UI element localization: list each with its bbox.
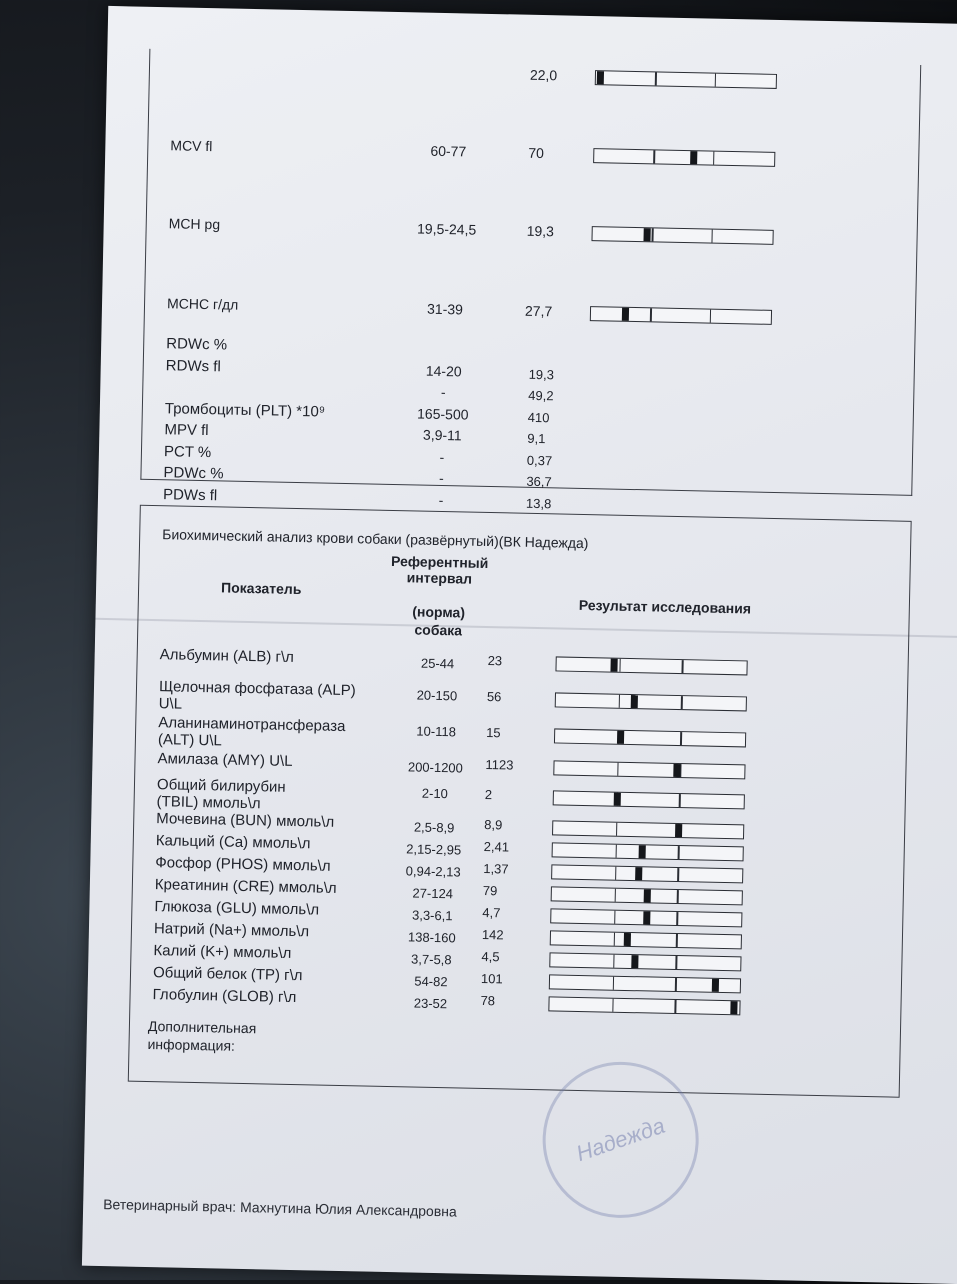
reference-range: - — [439, 448, 445, 465]
test-name: Калий (K+) ммоль\л — [153, 942, 292, 962]
result-bar — [549, 974, 741, 993]
stamp-text: Надежда — [573, 1112, 668, 1167]
reference-range: 2,5-8,9 — [413, 819, 455, 836]
reference-range: 2-10 — [421, 785, 449, 802]
bar-divider — [715, 74, 716, 87]
bar-divider — [710, 310, 711, 323]
test-value: 4,5 — [481, 948, 500, 965]
bar-divider — [612, 977, 613, 990]
result-marker — [617, 731, 624, 744]
ref-header-4: собака — [414, 621, 463, 639]
extra-info-label-1: Дополнительная — [147, 1017, 257, 1037]
test-value: 19,3 — [528, 366, 555, 382]
doctor-signature-line: Ветеринарный врач: Махнутина Юлия Александровна — [103, 1196, 457, 1220]
bar-divider — [675, 1000, 676, 1013]
test-value: 13,8 — [525, 495, 552, 511]
reference-range: - — [438, 491, 444, 508]
test-name: Креатинин (CRE) ммоль\л — [154, 876, 337, 897]
result-marker — [639, 845, 646, 858]
bar-divider — [682, 660, 683, 673]
test-name-cont: U\L — [158, 695, 183, 713]
test-value — [529, 345, 589, 346]
bar-divider — [711, 230, 712, 243]
reference-range — [390, 64, 510, 67]
test-value: 410 — [527, 409, 550, 425]
result-bar — [552, 842, 744, 861]
bar-divider — [675, 978, 676, 991]
bar-divider — [655, 72, 656, 85]
reference-range: 25-44 — [420, 655, 455, 672]
test-name: Щелочная фосфатаза (ALP) — [158, 678, 356, 700]
bar-divider — [615, 867, 616, 880]
test-value: 36,7 — [526, 473, 552, 490]
test-name-cont: (ALT) U\L — [157, 731, 223, 750]
test-value: 49,2 — [528, 387, 554, 404]
reference-range: 3,9-11 — [422, 426, 462, 444]
result-bar — [551, 864, 743, 883]
test-name: Глобулин (GLOB) г\л — [152, 986, 297, 1007]
lab-report-sheet — [82, 6, 957, 1284]
reference-range: 200-1200 — [407, 759, 464, 776]
reference-range: 3,3-6,1 — [411, 907, 453, 924]
result-marker — [690, 151, 697, 164]
ref-header-2: интервал — [406, 569, 473, 587]
test-name: MCV fl — [170, 137, 213, 155]
bio-row — [137, 646, 907, 684]
reference-range: 3,7-5,8 — [410, 951, 452, 968]
result-bar — [554, 728, 746, 747]
reference-range: - — [440, 383, 446, 401]
bar-divider — [654, 150, 655, 163]
result-marker — [624, 933, 631, 946]
bar-divider — [676, 956, 677, 969]
result-bar — [549, 952, 741, 971]
bar-divider — [679, 794, 680, 807]
bio-title: Биохимический анализ крови собаки (развёрнутый)(ВК Надежда) — [162, 526, 589, 552]
result-marker — [712, 979, 719, 992]
test-value: 27,7 — [524, 302, 553, 320]
ref-header-3: (норма) — [412, 603, 466, 621]
test-name-cont: (TBIL) ммоль\л — [156, 793, 261, 813]
test-value: 4,7 — [482, 904, 501, 921]
result-marker — [731, 1001, 738, 1014]
bar-divider — [676, 934, 677, 947]
test-name: Натрий (Na+) ммоль\л — [153, 920, 310, 941]
bar-divider — [616, 823, 617, 836]
test-name: Тромбоциты (PLT) *10⁹ — [164, 399, 326, 421]
result-marker — [610, 659, 617, 672]
test-name: PDWs fl — [162, 485, 218, 504]
bar-divider — [614, 911, 615, 924]
result-marker — [673, 764, 680, 777]
result-bar — [553, 790, 745, 809]
test-name: RDWs fl — [165, 356, 221, 375]
test-name: Глюкоза (GLU) ммоль\л — [154, 898, 320, 919]
bar-divider — [618, 695, 619, 708]
reference-range: 31-39 — [426, 300, 464, 318]
cbc-row — [145, 295, 915, 333]
reference-range: 60-77 — [430, 142, 467, 160]
result-bar — [550, 908, 742, 927]
test-value: 56 — [486, 689, 502, 705]
test-name: MCH pg — [168, 215, 221, 233]
biochemistry-section — [128, 505, 912, 1098]
test-name: Общий белок (TP) г\л — [152, 964, 303, 985]
test-value: 0,37 — [526, 452, 553, 468]
test-value: 142 — [481, 926, 504, 943]
test-name: RDWc % — [166, 335, 228, 354]
test-value: 1123 — [485, 756, 514, 773]
reference-range: 165-500 — [416, 404, 469, 423]
test-name: Общий билирубин — [156, 776, 286, 796]
test-name: MCHC г/дл — [166, 295, 239, 313]
result-marker — [643, 911, 650, 924]
reference-range: 54-82 — [414, 973, 448, 990]
test-value: 2 — [484, 786, 493, 803]
name-header: Показатель — [220, 579, 302, 598]
test-value: 9,1 — [527, 430, 546, 447]
test-value: 101 — [480, 970, 503, 987]
result-marker — [631, 695, 638, 708]
bar-divider — [619, 659, 620, 672]
test-value: 1,37 — [483, 860, 509, 877]
bar-divider — [617, 763, 618, 776]
reference-range: 14-20 — [425, 362, 462, 379]
bar-divider — [650, 308, 651, 321]
bar-divider — [612, 999, 613, 1012]
bar-divider — [613, 955, 614, 968]
bar-divider — [652, 228, 653, 241]
ref-header-1: Референтный — [390, 552, 489, 572]
test-value: 78 — [480, 992, 496, 1009]
test-name: PCT % — [163, 442, 212, 461]
bar-divider — [677, 890, 678, 903]
reference-range: 10-118 — [416, 723, 457, 740]
test-value: 2,41 — [483, 838, 510, 855]
reference-range: 0,94-2,13 — [405, 863, 461, 880]
bar-divider — [678, 846, 679, 859]
result-marker — [613, 793, 620, 806]
result-marker — [596, 71, 603, 84]
bar-divider — [681, 696, 682, 709]
reference-range: - — [438, 469, 444, 487]
test-value: 79 — [482, 882, 498, 899]
test-name: PDWc % — [163, 464, 224, 483]
extra-info-label-2: информация: — [147, 1035, 236, 1054]
bar-divider — [615, 845, 616, 858]
reference-range: 20-150 — [416, 687, 458, 704]
test-value: 70 — [528, 144, 545, 162]
test-name: Кальций (Ca) ммоль\л — [155, 832, 311, 853]
reference-range: 27-124 — [412, 885, 454, 902]
result-bar — [590, 306, 772, 325]
test-name: Амилаза (AMY) U\L — [157, 750, 293, 770]
bar-divider — [713, 152, 714, 165]
cbc-section — [140, 49, 921, 511]
cbc-row — [148, 137, 918, 175]
bar-divider — [613, 933, 614, 946]
cbc-row — [146, 215, 916, 253]
bar-divider — [614, 889, 615, 902]
result-bar — [551, 886, 743, 905]
reference-range: 2,15-2,95 — [406, 841, 462, 858]
result-bar — [553, 760, 745, 779]
bio-row — [136, 714, 906, 752]
result-bar — [555, 692, 747, 711]
result-bar — [550, 930, 742, 949]
test-name: MPV fl — [164, 421, 209, 440]
result-bar — [548, 996, 740, 1015]
test-value: 15 — [485, 724, 501, 741]
result-bar — [595, 70, 777, 89]
bar-divider — [677, 868, 678, 881]
reference-range: 23-52 — [413, 995, 448, 1012]
bar-divider — [680, 732, 681, 745]
test-name: Аланинаминотрансфераза — [158, 714, 346, 736]
result-bar — [552, 820, 744, 839]
cbc-row — [150, 59, 920, 97]
result-bar — [593, 148, 775, 167]
test-value: 19,3 — [526, 222, 555, 240]
test-value: 23 — [487, 653, 503, 669]
result-marker — [631, 955, 638, 968]
reference-range: 19,5-24,5 — [416, 220, 477, 238]
result-marker — [643, 228, 650, 241]
result-marker — [622, 308, 629, 321]
test-value: 22,0 — [529, 66, 558, 84]
result-bar — [555, 656, 747, 675]
reference-range: 138-160 — [407, 929, 456, 946]
test-name: Фосфор (PHOS) ммоль\л — [155, 854, 331, 875]
result-marker — [635, 867, 642, 880]
bio-row — [137, 678, 907, 716]
result-header: Результат исследования — [578, 596, 752, 617]
test-value: 8,9 — [484, 816, 503, 833]
test-name: Мочевина (BUN) ммоль\л — [156, 810, 335, 831]
result-marker — [644, 889, 651, 902]
reference-range — [384, 340, 504, 343]
test-name: Альбумин (ALB) г\л — [159, 646, 295, 666]
result-bar — [591, 226, 773, 245]
bar-divider — [677, 912, 678, 925]
result-marker — [675, 824, 682, 837]
